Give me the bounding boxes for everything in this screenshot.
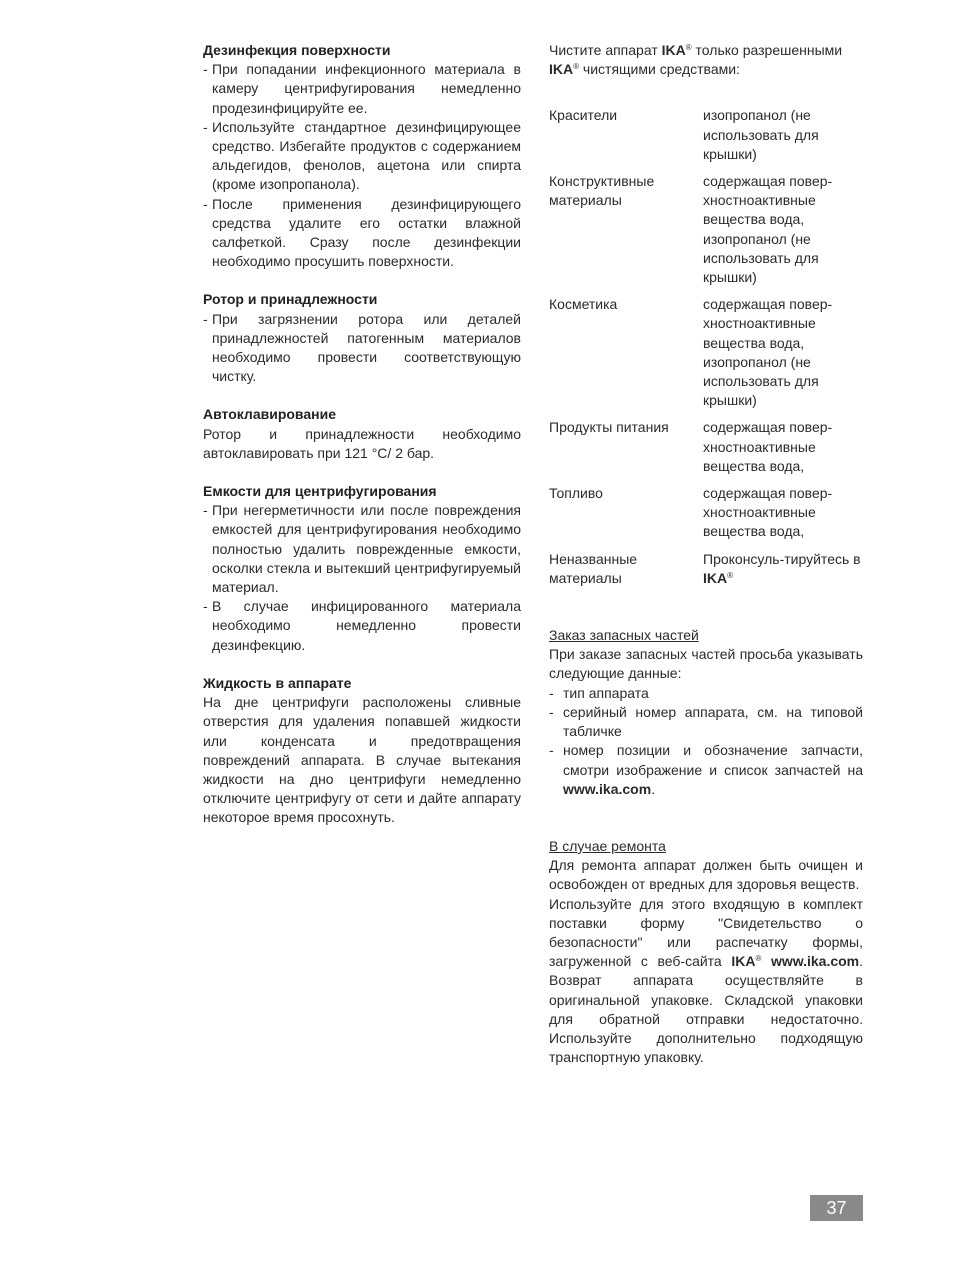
repair-section [549,837,863,1067]
material-name: Косметика [549,296,618,313]
ika-brand: IKA [549,61,574,78]
table-row [549,484,863,550]
list-item [203,501,521,597]
repair-heading: В случае ремонта [549,837,666,854]
cleaning-agent: изопропанол (не использовать для крышки) [703,107,819,162]
registered-mark: ® [685,43,692,52]
website-link[interactable]: www.ika.com [770,953,860,970]
list-dash: - [203,61,208,78]
list-item-text: тип аппарата [563,684,649,701]
spare-parts-section [549,626,863,799]
list-dash: - [203,598,208,615]
website-link[interactable]: www.ika.com [563,780,652,797]
repair-text: Для ремонта аппарат должен быть очищен и освобожден от вредных для здоровья веществ. [549,857,863,893]
materials-table [549,106,863,596]
containers-heading: Емкости для центрифугирования [203,483,437,500]
containers-section [203,482,521,655]
disinfection-section [203,41,521,271]
list-item [549,741,863,799]
page-number: 37 [810,1195,863,1221]
cleaning-intro [549,41,863,79]
repair-text [549,895,863,1068]
cleaning-agent: содержащая повер-хностноактивные вещества вода, [703,419,833,474]
list-item [203,195,521,272]
list-item [203,597,521,655]
cleaning-agent: содержащая повер-хностноактивные вещества вода, изопропанол (не использовать для крышки) [703,296,833,409]
liquid-heading: Жидкость в аппарате [203,674,352,691]
autoclave-heading: Автоклавирование [203,406,336,423]
spare-parts-heading: Заказ запасных частей [549,627,699,644]
registered-mark: ® [573,62,580,72]
cleaning-agent [703,550,863,596]
list-dash: - [203,195,208,212]
list-item-text: . [651,780,656,797]
material-name: Продукты питания [549,419,669,436]
list-item-text: Используйте стандартное дезинфицирующее средство. Избегайте продуктов с содержанием альдегидов, фенолов, ацетона или спирта (кроме изопропанола). [212,118,521,193]
material-name: Конструктивные материалы [549,173,655,209]
ika-brand: IKA [731,953,756,970]
list-item [203,310,521,387]
rotor-section [203,290,521,386]
list-item-text: серийный номер аппарата, см. на типовой табличке [563,703,863,740]
disinfection-heading: Дезинфекция поверхности [203,42,391,58]
rotor-heading: Ротор и принадлежности [203,291,378,308]
material-name: Неназванные материалы [549,550,638,586]
table-row [549,106,863,172]
table-row [549,550,863,596]
list-item [549,684,863,703]
list-item-text: При негерметичности или после повреждения емкостей для центрифугирования необходимо полностью удалить поврежденные емкости, осколки стекла и вытекший центрифугируемый материал. [212,502,521,596]
intro-text: Чистите аппарат [549,42,662,58]
list-item [549,703,863,741]
cleaning-agent: содержащая повер-хностноактивные вещества вода, [703,485,833,540]
spare-parts-text: При заказе запасных частей просьба указывать следующие данные: [549,646,863,682]
list-item-text: В случае инфицированного материала необходимо немедленно провести дезинфекцию. [212,598,521,653]
liquid-text: На дне центрифуги расположены сливные отверстия для удаления попавшей жидкости или конденсата и предотвращения повреждений аппарата. В случае вытекания жидкости на дно центрифуги немедленно отключите центрифугу от сети и дайте аппарату некоторое время просохнуть. [203,694,521,826]
intro-text: только разрешенными [691,42,843,58]
ika-brand: IKA [661,42,686,58]
list-item-text: При загрязнении ротора или деталей принадлежностей патогенным материалов необходимо провести соответствующую чистку. [212,310,521,385]
registered-mark: ® [727,570,734,580]
list-dash: - [549,703,554,720]
agent-text: Проконсуль-тируйтесь в [703,550,861,567]
cleaning-agent: содержащая повер-хностноактивные вещества вода, изопропанол (не использовать для крышки) [703,173,833,286]
ika-brand: IKA [703,569,728,586]
list-dash: - [203,502,208,519]
left-column [203,41,521,847]
material-name: Топливо [549,485,603,502]
list-dash: - [203,310,208,327]
liquid-section [203,674,521,828]
repair-text-part: Используйте для этого входящую в комплект поставки форму "Свидетельство о безопасности" или распечатку формы, загруженной с веб-сайта [549,895,863,970]
list-item [203,60,521,118]
registered-mark: ® [755,954,762,964]
list-dash: - [549,684,554,701]
repair-text-part: . Возврат аппарата осуществляйте в оригинальной упаковке. Складской упаковки для обратной отправки недостаточно. Используйте дополнительно подходящую транспортную упаковку. [549,953,864,1066]
list-dash: - [203,118,208,135]
list-item-text: После применения дезинфицирующего средства удалите его остатки влажной салфеткой. Сразу после дезинфекции необходимо просушить поверхности. [212,195,521,270]
table-row [549,418,863,484]
autoclave-section [203,405,521,463]
material-name: Красители [549,107,618,124]
table-row [549,172,863,295]
list-dash: - [549,742,554,759]
list-item [203,118,521,195]
right-column [549,41,863,1067]
autoclave-text: Ротор и принадлежности необходимо автоклавировать при 121 °C/ 2 бар. [203,425,521,461]
intro-text: чистящими средствами: [579,61,740,78]
list-item-text: При попадании инфекционного материала в камеру центрифугирования немедленно продезинфицируйте ее. [212,61,521,116]
table-row [549,295,863,418]
list-item-text: номер позиции и обозначение запчасти, смотри изображение и список запчастей на [563,742,863,778]
